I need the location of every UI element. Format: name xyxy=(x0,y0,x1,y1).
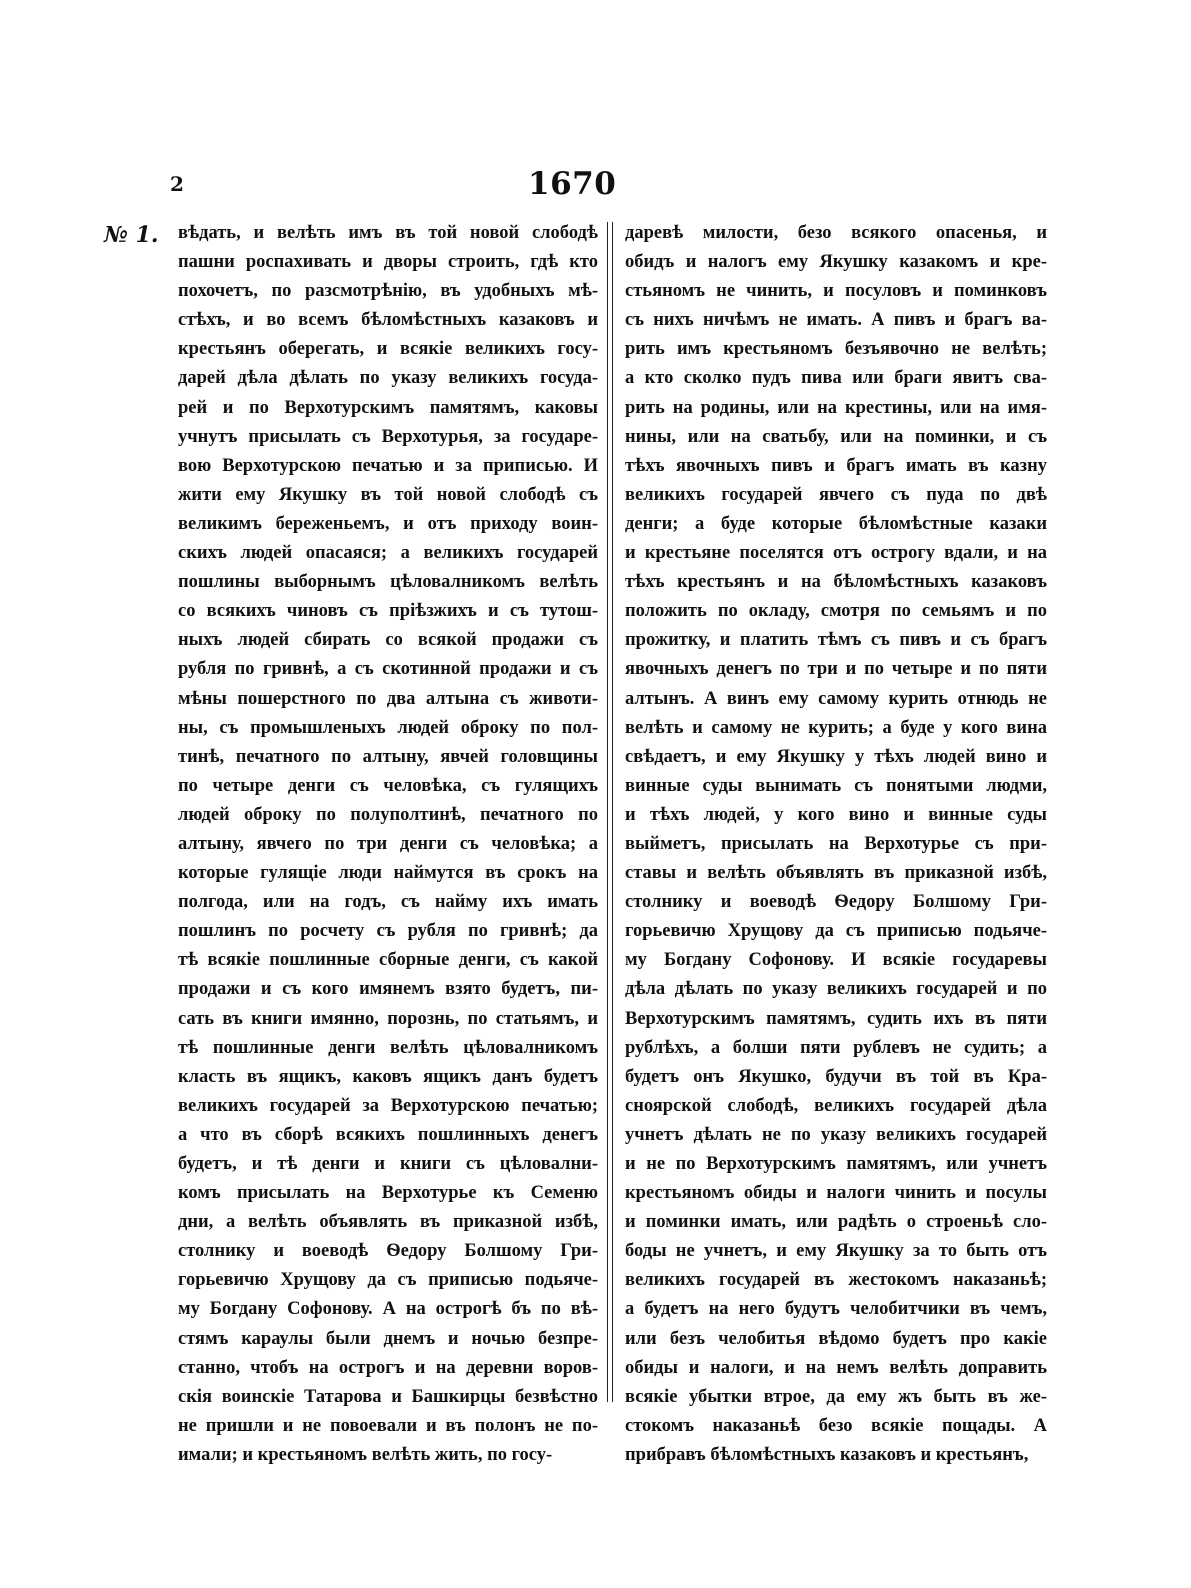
text-line: тѣ пошлинные денги велѣть цѣловалникомъ xyxy=(178,1037,598,1058)
text-line: имали; и крестьяномъ велѣть жить, по госу- xyxy=(178,1444,553,1465)
text-line: учнетъ дѣлать не по указу великихъ государей xyxy=(625,1124,1047,1145)
text-line: прибравъ бѣломѣстныхъ казаковъ и крестьянъ, xyxy=(625,1444,1029,1465)
text-line: великихъ государей явчего съ пуда по двѣ xyxy=(625,484,1047,505)
text-line: рить имъ крестьяномъ безъявочно не велѣть; xyxy=(625,339,1047,360)
text-line: денги; а буде которые бѣломѣстные казаки xyxy=(625,513,1047,534)
text-line: обидъ и налогъ ему Якушку казакомъ и кре- xyxy=(625,252,1047,273)
text-line: ны, съ промышленыхъ людей оброку по пол- xyxy=(178,717,598,738)
text-line: не пришли и не повоевали и въ полонъ не по- xyxy=(178,1415,598,1436)
text-line: и не по Верхотурскимъ памятямъ, или учнетъ xyxy=(625,1154,1047,1174)
text-line: рить на родины, или на крестины, или на имя- xyxy=(625,397,1047,418)
text-line: тѣхъ явочныхъ пивъ и брагъ имать въ казну xyxy=(625,455,1047,476)
text-line: горьевичю Хрущову да съ приписью подьяче- xyxy=(625,921,1047,942)
text-line: станно, чтобъ на острогъ и на деревни воров- xyxy=(178,1357,598,1378)
text-line: столнику и воеводѣ Ѳедору Болшому Гри- xyxy=(178,1241,598,1262)
text-line: или безъ челобитья вѣдомо будетъ про какіе xyxy=(625,1328,1047,1349)
text-line: тѣхъ крестьянъ и на бѣломѣстныхъ казаковъ xyxy=(625,572,1047,593)
text-line: пашни роспахивать и дворы строить, гдѣ кто xyxy=(178,252,598,273)
text-line: крестьяномъ обиды и налоги чинить и посулы xyxy=(625,1183,1047,1204)
text-line: боды не учнетъ, и ему Якушку за то быть отъ xyxy=(625,1241,1047,1262)
text-line: класть въ ящикъ, каковъ ящикъ данъ будетъ xyxy=(178,1066,598,1087)
text-line: и поминки имать, или радѣть о строеньѣ сло- xyxy=(625,1212,1047,1233)
text-line: сноярской слободѣ, великихъ государей дѣла xyxy=(625,1095,1047,1116)
text-line: выйметъ, присылать на Верхотурье съ при- xyxy=(625,833,1047,854)
text-line: со всякихъ чиновъ съ пріѣзжихъ и съ тутош- xyxy=(178,601,598,622)
text-line: рей и по Верхотурскимъ памятямъ, каковы xyxy=(178,397,598,418)
text-line: жити ему Якушку въ той новой слободѣ съ xyxy=(178,484,598,505)
text-line: тинѣ, печатного по алтыну, явчей головщины xyxy=(178,746,598,767)
text-line: всякіе убытки втрое, да ему жъ быть въ же- xyxy=(625,1386,1047,1407)
page-year: 1670 xyxy=(528,166,617,202)
text-line: рублѣхъ, а болши пяти рублевъ не судить; а xyxy=(625,1037,1047,1058)
text-line: а кто сколко пудъ пива или браги явитъ сва- xyxy=(625,368,1047,389)
text-line: скія воинскіе Татарова и Башкирцы безвѣстно xyxy=(178,1386,598,1407)
text-line: великимъ береженьемъ, и отъ приходу воин- xyxy=(178,513,598,534)
text-line: и крестьяне поселятся отъ острогу вдали, и на xyxy=(625,543,1047,564)
text-line: даревѣ милости, безо всякого опасенья, и xyxy=(625,223,1047,243)
document-number-marker: № 1. xyxy=(104,222,159,248)
text-line: будетъ онъ Якушко, будучи въ той въ Кра- xyxy=(625,1066,1047,1087)
text-line: му Богдану Софонову. И всякіе государевы xyxy=(625,950,1047,971)
text-line: скихъ людей опасаяся; а великихъ государей xyxy=(178,543,598,564)
text-line: Верхотурскимъ памятямъ, судить ихъ въ пяти xyxy=(625,1008,1047,1029)
text-line: вѣдать, и велѣть имъ въ той новой слободѣ xyxy=(178,223,598,243)
text-line: нины, или на сватьбу, или на поминки, и съ xyxy=(625,426,1047,447)
text-line: а что въ сборѣ всякихъ пошлинныхъ денегъ xyxy=(178,1124,598,1145)
text-line: стокомъ наказаньѣ безо всякіе пощады. А xyxy=(625,1415,1047,1436)
text-line: и тѣхъ людей, у кого вино и винные суды xyxy=(625,804,1047,825)
text-line: крестьянъ оберегать, и всякіе великихъ госу- xyxy=(178,339,598,360)
text-line: похочетъ, по разсмотрѣнію, въ удобныхъ мѣ- xyxy=(178,281,598,302)
text-line: людей оброку по полуполтинѣ, печатного по xyxy=(178,804,598,825)
text-line: которые гулящіе люди наймутся въ срокъ на xyxy=(178,863,598,884)
text-line: стямъ караулы были днемъ и ночью безпре- xyxy=(178,1328,598,1349)
text-line: съ нихъ ничѣмъ не имать. А пивъ и брагъ ва- xyxy=(625,310,1047,331)
text-line: по четыре денги съ человѣка, съ гулящихъ xyxy=(178,775,598,796)
text-line: прожитку, и платить тѣмъ съ пивъ и съ брагъ xyxy=(625,630,1047,651)
text-line: сать въ книги имянно, порознь, по статьямъ, и xyxy=(178,1008,598,1029)
text-line: будетъ, и тѣ денги и книги съ цѣловални- xyxy=(178,1154,598,1174)
text-line: а будетъ на него будутъ челобитчики въ чемъ, xyxy=(625,1299,1047,1320)
text-line: полгода, или на годъ, съ найму ихъ имать xyxy=(178,892,598,913)
text-line: комъ присылать на Верхотурье къ Семеню xyxy=(178,1183,598,1204)
text-line: винные суды вынимать съ понятыми людми, xyxy=(625,775,1047,796)
right-text-column xyxy=(625,219,1047,1470)
text-line: великихъ государей за Верхотурскою печатью; xyxy=(178,1095,598,1116)
text-line: рубля по гривнѣ, а съ скотинной продажи и съ xyxy=(178,659,598,680)
text-line: дарей дѣла дѣлать по указу великихъ госуда- xyxy=(178,368,598,389)
text-line: пошлины выборнымъ цѣловалникомъ велѣть xyxy=(178,572,598,593)
text-line: ныхъ людей сбирать со всякой продажи съ xyxy=(178,630,598,651)
text-line: велѣть и самому не курить; а буде у кого вина xyxy=(625,717,1047,738)
text-line: горьевичю Хрущову да съ приписью подьяче- xyxy=(178,1270,598,1291)
text-line: положить по окладу, смотря по семьямъ и по xyxy=(625,601,1047,622)
text-line: вою Верхотурскою печатью и за приписью. И xyxy=(178,455,598,476)
text-line: стѣхъ, и во всемъ бѣломѣстныхъ казаковъ и xyxy=(178,310,598,331)
left-text-column xyxy=(178,219,598,1470)
text-line: дѣла дѣлать по указу великихъ государей и по xyxy=(625,979,1047,1000)
text-line: алтыну, явчего по три денги съ человѣка; а xyxy=(178,833,598,854)
text-line: му Богдану Софонову. А на острогѣ бъ по вѣ- xyxy=(178,1299,598,1320)
text-line: явочныхъ денегъ по три и по четыре и по пяти xyxy=(625,659,1047,680)
text-line: великихъ государей въ жестокомъ наказаньѣ; xyxy=(625,1270,1047,1291)
column-divider xyxy=(607,222,613,1402)
text-line: мѣны пошерстного по два алтына съ животи- xyxy=(178,688,598,709)
page-number: 2 xyxy=(170,172,184,196)
text-line: дни, а велѣть объявлять въ приказной избѣ, xyxy=(178,1212,598,1233)
text-line: свѣдаетъ, и ему Якушку у тѣхъ людей вино и xyxy=(625,746,1047,767)
text-line: пошлинъ по росчету съ рубля по гривнѣ; да xyxy=(178,921,598,942)
text-line: учнутъ присылать съ Верхотурья, за государе- xyxy=(178,426,598,447)
text-line: столнику и воеводѣ Ѳедору Болшому Гри- xyxy=(625,892,1047,913)
text-line: ставы и велѣть объявлять въ приказной избѣ, xyxy=(625,863,1047,884)
text-line: алтынъ. А винъ ему самому курить отнюдь не xyxy=(625,688,1047,709)
text-line: продажи и съ кого имянемъ взято будетъ, пи- xyxy=(178,979,598,1000)
text-line: стьяномъ не чинить, и посуловъ и поминковъ xyxy=(625,281,1047,302)
text-line: тѣ всякіе пошлинные сборные денги, съ какой xyxy=(178,950,598,971)
text-line: обиды и налоги, и на немъ велѣть доправить xyxy=(625,1357,1047,1378)
